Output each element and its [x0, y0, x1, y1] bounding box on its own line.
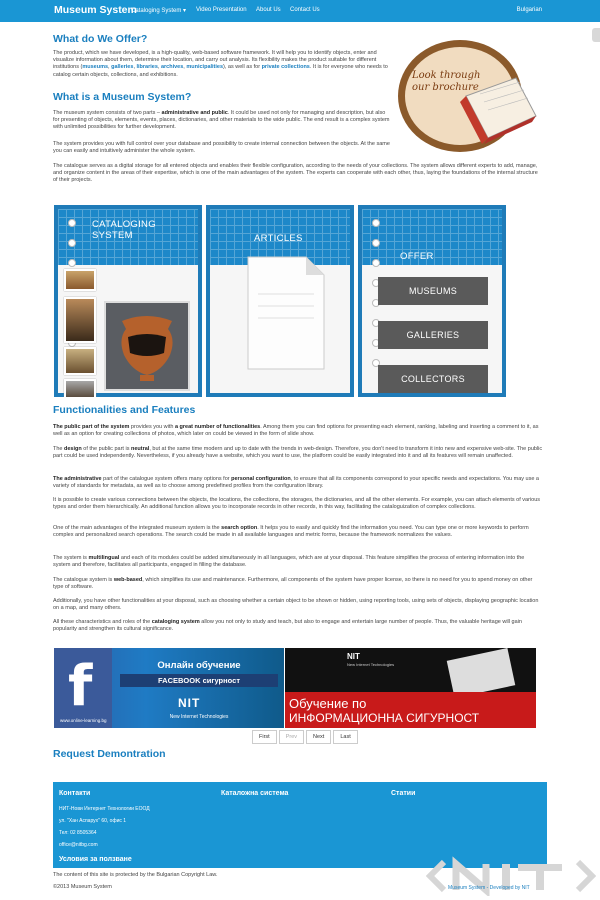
footer-phone: Тел: 02 8505364: [59, 830, 97, 836]
brochure-book-icon: [396, 38, 542, 154]
link-municipalities[interactable]: municipalities: [186, 64, 224, 71]
banner-right-title: Обучение по: [289, 696, 367, 711]
facebook-logo: f: [54, 648, 112, 728]
banner-url: www.online-learning.bg: [60, 718, 107, 723]
panel-offer[interactable]: [358, 205, 506, 397]
copyright: ©2013 Museum System: [53, 884, 112, 890]
language-switch[interactable]: Bulgarian: [516, 7, 542, 13]
offer-collectors-button[interactable]: COLLECTORS: [378, 365, 488, 393]
features-paragraph-6: The system is multilingual and each of its modules could be added simultaneously in all languages, which are at your disposal. This feature simplifies the process of entering information into the system and therefore, facilitates all participants, engaged in filling the database.: [53, 555, 525, 569]
banner-info-security[interactable]: [285, 648, 536, 728]
offer-heading: What do We Offer?: [53, 33, 148, 45]
features-paragraph-5: One of the main advantages of the integrated museum system is the search option. It helps you to easily and quickly find the information you need. You can type one or more keywords to perform complex and personalized search operations. The search could be made in all available languages and metric forms, because the framework normalizes the values.: [53, 525, 529, 539]
offer-museums-button[interactable]: MUSEUMS: [378, 277, 488, 305]
what-paragraph-1: The museum system consists of two parts – administrative and public. It could be used not only for managing and description, but also for presenting of objects, elements, events, places, dictionaries, and other materials to the wide public. The end result is a complex system with unlimited possibilities for further development.: [53, 110, 390, 131]
footer-email[interactable]: office@nitbg.com: [59, 842, 98, 848]
offer-paragraph: The product, which we have developed, is a high-quality, web-based software framework. It will help you to identify objects, enter and visualize information about them, determine their location, and carry out analysis. Its flexibility makes the product suitable for different institutions (museums, galleries, libraries, archives, municipalities), as well as for private collections. It is for everyone who needs to catalog certain objects, collections, and exhibitions.: [53, 50, 388, 78]
link-archives[interactable]: archives: [160, 64, 184, 71]
thumb-image-3: [64, 347, 96, 375]
panel-articles[interactable]: [206, 205, 354, 397]
panel-title-articles: ARTICLES: [254, 233, 303, 244]
link-private-collections[interactable]: private collections: [261, 64, 310, 71]
nit-logo-small: NIT: [178, 696, 201, 710]
footer-catalog-title[interactable]: Каталожна система: [221, 790, 289, 797]
offer-galleries-button[interactable]: GALLERIES: [378, 321, 488, 349]
developer-credit-link[interactable]: Museum System - Developed by NIT: [448, 885, 530, 891]
link-museums[interactable]: museums: [82, 64, 109, 71]
footer-articles-title[interactable]: Статии: [391, 790, 416, 797]
brochure-button[interactable]: [396, 38, 542, 154]
vase-icon: [106, 303, 188, 389]
banner-pager: [252, 730, 358, 744]
banner-left-subtitle: FACEBOOK сигурност: [120, 674, 278, 687]
banner-left-brand: New Internet Technologies: [169, 714, 229, 720]
request-demo-link[interactable]: Request Demontration: [53, 748, 166, 760]
thumb-image-1: [64, 269, 96, 291]
banner-right-subtitle: ИНФОРМАЦИОННА СИГУРНОСТ: [289, 711, 480, 725]
thumb-image-4: [64, 379, 96, 397]
banner-left-title: Онлайн обучение: [157, 660, 241, 671]
nav-cataloging-system[interactable]: Cataloging System ▾: [131, 8, 187, 14]
pager-first-button[interactable]: First: [252, 730, 277, 744]
thumb-image-2: [64, 297, 96, 343]
panel-title-cataloging: CATALOGING SYSTEM: [92, 219, 156, 241]
features-paragraph-2: The design of the public part is neutral, but at the same time modern and up to date with the trends in web-design. Therefore, you don't need to transform it into new and expensive web-site. The public part could be used independently. Nevertheless, if you already have a website, which you want to use, the platform could be easily integrated into it and all its features will remain unaffected.: [53, 446, 543, 460]
copyright-note: The content of this site is protected by the Bulgarian Copyright Law.: [53, 872, 218, 878]
pager-last-button[interactable]: Last: [333, 730, 357, 744]
side-tab[interactable]: [592, 28, 600, 42]
nav-contact-us[interactable]: Contact Us: [290, 7, 320, 13]
link-libraries[interactable]: libraries: [136, 64, 158, 71]
nit-logo-small-right: NIT: [347, 652, 360, 661]
what-heading: What is a Museum System?: [53, 91, 192, 103]
features-paragraph-3: The administrative part of the catalogue system offers many options for personal configuration, to ensure that all its components correspond to your specific needs and expectations. You may use a variety of standards for metadata, as well as to choose among predefined profiles from the configuration library.: [53, 476, 539, 490]
skull-card-image: [447, 648, 516, 698]
footer-company: НИТ-Нови Интернет Технологии ЕООД: [59, 806, 150, 812]
footer-address: ул. "Хан Аспарух" 60, офис 1: [59, 818, 127, 824]
pager-next-button[interactable]: Next: [306, 730, 331, 744]
features-paragraph-4: It is possible to create various connections between the objects, the locations, the collections, the storages, the dictionaries, and all the other elements. For example, you can attach elements of various types and order them hierarchically. An additional function allows you to incorporate records in other records, in this way, facilitating the cataloguization of complex collections.: [53, 497, 541, 511]
features-paragraph-1: The public part of the system provides you with a great number of functionalities. Among them you can find options for presenting each element, ranking, labeling and inserting a comment to it, as well as an option for creating collections of photos, which later on could be viewed in the form of slide show.: [53, 424, 539, 438]
what-paragraph-3: The catalogue serves as a digital storage for all entered objects and enables their flexible configuration, according to the needs of your collections. The system allows different experts to add, manage, and organize content in the areas of their expertise, which is one of the main advantages of the system. The experts can cooperate with each other, thus, laying the foundations of the internal structure of their projects.: [53, 163, 538, 184]
brand-link[interactable]: Museum System: [54, 4, 137, 16]
pager-prev-button[interactable]: Prev: [279, 730, 304, 744]
panel-title-offer: OFFER: [400, 251, 434, 262]
features-paragraph-9: All these characteristics and roles of the cataloging system allow you not only to study and teach, but also to engage and entertain large number of people. Thus, the valuable heritage will gain popularity and strengthen its cultural significance.: [53, 619, 522, 633]
what-paragraph-2: The system provides you with full control over your database and possibility to create internal connection between the objects. At the same you can easily and intuitively administer the whole system.: [53, 141, 390, 155]
features-heading: Functionalities and Features: [53, 404, 196, 416]
features-paragraph-7: The catalogue system is web-based, which simplifies its use and maintenance. Furthermore, all components of the system have proper license, so there is no need for you to spend money on other type of software.: [53, 577, 533, 591]
document-icon: [242, 253, 328, 373]
vase-image: [104, 301, 190, 391]
panel-cataloging-system[interactable]: [54, 205, 202, 397]
brochure-text: Look through our brochure: [412, 70, 481, 93]
features-paragraph-8: Additionally, you have other functionalities at your disposal, such as choosing whether a certain object to be shown or hidden, using reporting tools, using sets of objects, displaying geographic location on a map, and many others.: [53, 598, 539, 612]
banner-facebook-training[interactable]: [54, 648, 284, 728]
footer-terms-link[interactable]: Условия за ползване: [59, 856, 132, 863]
banner-right-brand: New Internet Technologies: [347, 662, 395, 667]
link-galleries[interactable]: galleries: [111, 64, 134, 71]
nav-about-us[interactable]: About Us: [256, 7, 281, 13]
nav-video-presentation[interactable]: Video Presentation: [196, 7, 247, 13]
top-navbar: [0, 0, 600, 22]
footer-contacts-title: Контакти: [59, 790, 91, 797]
